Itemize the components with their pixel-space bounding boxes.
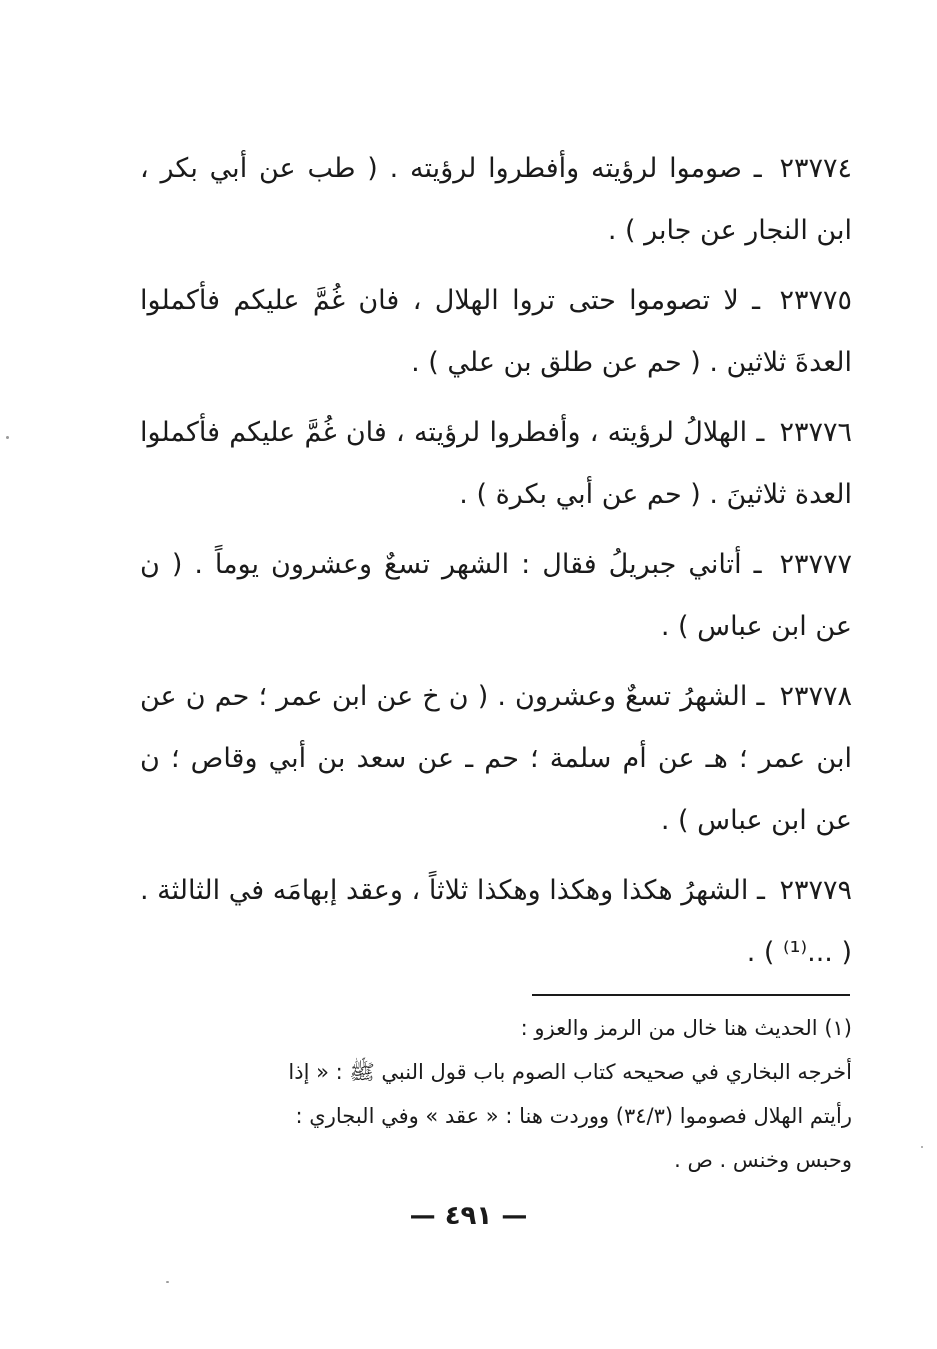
hadith-number: ٢٣٧٧٦ bbox=[779, 417, 852, 448]
hadith-list bbox=[140, 138, 852, 992]
hadith-entry bbox=[140, 534, 852, 658]
footnote-separator bbox=[532, 994, 850, 996]
hadith-number: ٢٣٧٧٨ bbox=[779, 681, 852, 712]
scan-speck bbox=[921, 1146, 923, 1148]
hadith-entry bbox=[140, 138, 852, 262]
hadith-number: ٢٣٧٧٧ bbox=[779, 549, 852, 580]
hadith-entry bbox=[140, 270, 852, 394]
footnote-line: (١) الحديث هنا خال من الرمز والعزو : bbox=[520, 1016, 852, 1040]
hadith-text: ـ الشهرُ هكذا وهكذا وهكذا ثلاثاً ، وعقد إبهامَه في الثالثة . ( ...⁽¹⁾ ) . bbox=[140, 875, 852, 968]
footnotes bbox=[140, 1006, 852, 1182]
hadith-entry bbox=[140, 666, 852, 852]
hadith-number: ٢٣٧٧٥ bbox=[779, 285, 852, 316]
hadith-text: ـ لا تصوموا حتى تروا الهلال ، فان غُمَّ عليكم فأكملوا العدةَ ثلاثين . ( حم عن طلق بن علي ) . bbox=[140, 285, 852, 378]
hadith-entry bbox=[140, 402, 852, 526]
scan-speck bbox=[6, 436, 9, 439]
hadith-text: ـ الهلالُ لرؤيته ، وأفطروا لرؤيته ، فان غُمَّ عليكم فأكملوا العدة ثلاثينَ . ( حم عن أبي بكرة ) . bbox=[140, 417, 852, 510]
page-number: — ٤٩١ — bbox=[409, 1201, 528, 1231]
footnote-line: وحبس وخنس . ص . bbox=[674, 1148, 852, 1172]
hadith-text: ـ أتاني جبريلُ فقال : الشهر تسعٌ وعشرون يوماً . ( ن عن ابن عباس ) . bbox=[140, 549, 852, 642]
scan-speck bbox=[166, 1281, 169, 1283]
hadith-number: ٢٣٧٧٩ bbox=[779, 875, 852, 906]
hadith-text: ـ الشهرُ تسعٌ وعشرون . ( ن خ عن ابن عمر ؛ حم ن عن ابن عمر ؛ هـ عن أم سلمة ؛ حم ـ عن سعد بن أبي وقاص ؛ ن عن ابن عباس ) . bbox=[140, 681, 852, 836]
footnote-line: أخرجه البخاري في صحيحه كتاب الصوم باب قول النبي ﷺ : « إذا bbox=[288, 1060, 852, 1084]
footnote-line: رأيتم الهلال فصوموا (٣٤/٣) ووردت هنا : « عقد » وفي البجاري : bbox=[295, 1104, 852, 1128]
hadith-number: ٢٣٧٧٤ bbox=[779, 153, 852, 184]
hadith-entry bbox=[140, 860, 852, 984]
hadith-text: ـ صوموا لرؤيته وأفطروا لرؤيته . ( طب عن أبي بكر ، ابن النجار عن جابر ) . bbox=[140, 153, 852, 246]
